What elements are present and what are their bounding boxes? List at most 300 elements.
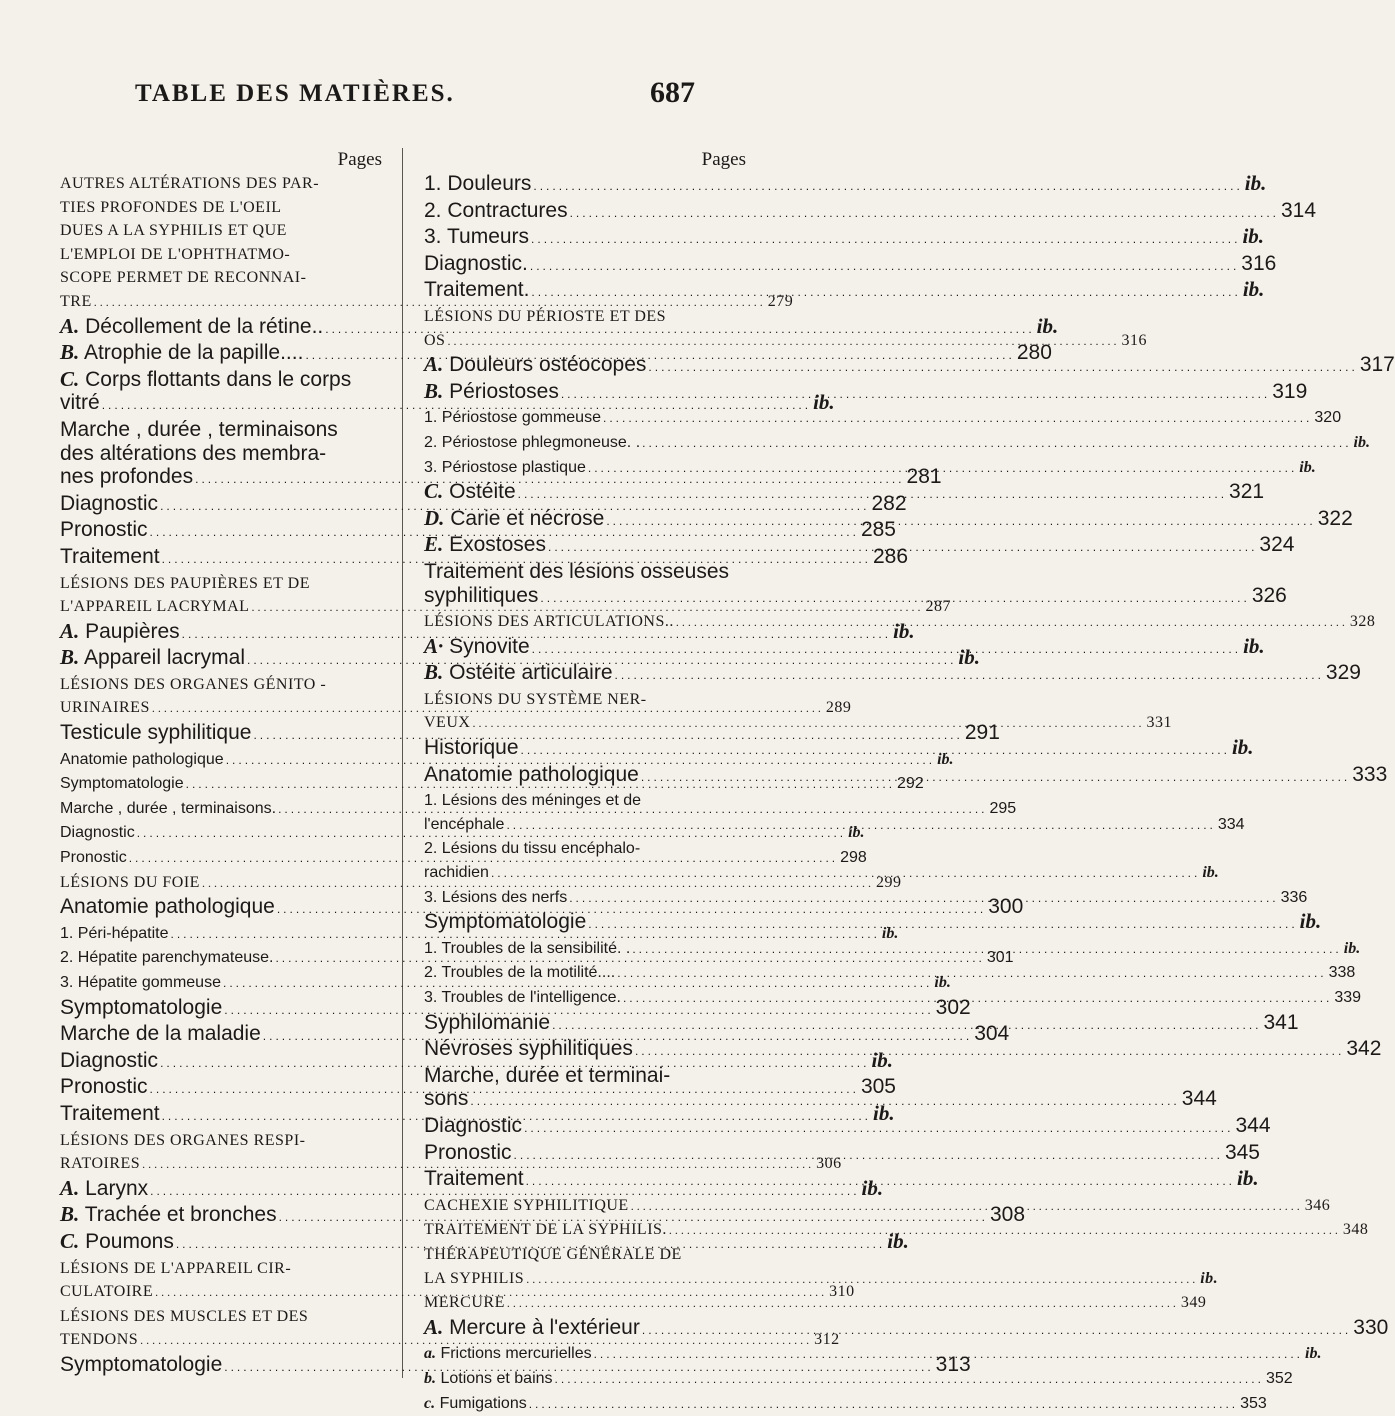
toc-entry bbox=[424, 1064, 746, 1114]
dot-leader bbox=[648, 356, 1357, 380]
toc-entry bbox=[424, 1141, 746, 1168]
entry-label: syphilitiques bbox=[424, 584, 538, 607]
toc-entry bbox=[60, 545, 382, 572]
entry-text-line: TIES PROFONDES DE L'OEIL bbox=[60, 199, 282, 216]
dot-leader bbox=[623, 987, 1332, 1011]
entry-page-number: 313 bbox=[936, 1353, 971, 1377]
entry-page-number: 328 bbox=[1350, 610, 1376, 634]
entry-text-line: THÉRAPEUTIQUE GÉNÉRALE DE bbox=[424, 1246, 682, 1263]
entry-label: Traitement bbox=[60, 545, 160, 568]
entry-page-number: 317 bbox=[1360, 353, 1395, 377]
toc-entry bbox=[60, 821, 382, 846]
entry-page-number: 305 bbox=[861, 1075, 896, 1099]
entry-label: Ostéite bbox=[449, 480, 516, 503]
page-number: 687 bbox=[650, 76, 695, 110]
dot-leader bbox=[506, 814, 1215, 838]
dot-leader bbox=[526, 1170, 1235, 1194]
toc-entry bbox=[424, 763, 746, 790]
entry-prefix: C. bbox=[60, 367, 79, 391]
entry-page-number: 331 bbox=[1146, 711, 1172, 735]
entry-page-number: 291 bbox=[965, 721, 1000, 745]
entry-label: Trachée et bronches bbox=[85, 1203, 277, 1226]
toc-entry bbox=[424, 937, 746, 962]
entry-prefix: C. bbox=[60, 1229, 79, 1253]
entry-label: 3. Lésions des nerfs bbox=[424, 889, 567, 906]
toc-entry bbox=[424, 406, 746, 431]
entry-label: Symptomatologie bbox=[60, 775, 184, 792]
dot-leader bbox=[526, 1268, 1198, 1292]
toc-entry bbox=[424, 688, 746, 736]
entry-page-number: ib. bbox=[1245, 172, 1267, 196]
entry-label: Lotions et bains bbox=[440, 1370, 552, 1387]
entry-page-number: 336 bbox=[1281, 886, 1308, 910]
entry-label: Pronostic bbox=[60, 849, 127, 866]
entry-page-number: 301 bbox=[987, 946, 1014, 970]
entry-page-number: 282 bbox=[871, 492, 906, 516]
dot-leader bbox=[635, 1040, 1344, 1064]
entry-page-number: ib. bbox=[871, 1049, 893, 1073]
dot-leader bbox=[531, 228, 1240, 252]
dot-leader bbox=[632, 938, 1341, 962]
entry-label: Anatomie pathologique bbox=[60, 895, 275, 918]
dot-leader bbox=[521, 739, 1230, 763]
entry-page-number: ib. bbox=[848, 821, 864, 845]
entry-page-number: 344 bbox=[1182, 1087, 1217, 1111]
entry-label: Diagnostic bbox=[60, 824, 135, 841]
entry-prefix: D. bbox=[424, 506, 444, 530]
entry-label: Diagnostic bbox=[60, 492, 158, 515]
entry-text-line: LÉSIONS DES ORGANES RESPI- bbox=[60, 1132, 305, 1149]
dot-leader bbox=[570, 202, 1279, 226]
entry-page-number: 349 bbox=[1181, 1291, 1207, 1315]
entry-page-number: ib. bbox=[882, 922, 898, 946]
entry-text-line: LÉSIONS DU PÉRIOSTE ET DES bbox=[424, 308, 666, 325]
entry-page-number: ib. bbox=[1354, 431, 1370, 455]
entry-label: Frictions mercurielles bbox=[440, 1345, 591, 1362]
entry-label: rachidien bbox=[424, 864, 489, 881]
toc-entry bbox=[60, 871, 382, 896]
entry-label: Anatomie pathologique bbox=[60, 751, 224, 768]
toc-entry bbox=[60, 797, 382, 822]
entry-page-number: 346 bbox=[1305, 1194, 1331, 1218]
entry-page-number: 304 bbox=[974, 1022, 1009, 1046]
dot-leader bbox=[507, 1292, 1179, 1316]
toc-entry bbox=[424, 1037, 746, 1064]
toc-entry bbox=[60, 895, 382, 922]
toc-entry bbox=[60, 1049, 382, 1076]
toc-entry bbox=[424, 910, 746, 937]
entry-label: TENDONS bbox=[60, 1331, 138, 1348]
toc-entry bbox=[60, 172, 382, 315]
entry-label: TRAITEMENT DE LA SYPHILIS. bbox=[424, 1221, 667, 1238]
toc-entry bbox=[60, 1230, 382, 1257]
entry-page-number: 299 bbox=[876, 871, 902, 895]
toc-entry bbox=[424, 789, 746, 837]
dot-leader bbox=[470, 1090, 1179, 1114]
entry-page-number: ib. bbox=[862, 1177, 884, 1201]
entry-label: Traitement bbox=[424, 1167, 524, 1190]
entry-label: Pronostic bbox=[60, 518, 148, 541]
toc-entry bbox=[424, 380, 746, 407]
toc-entry bbox=[424, 1011, 746, 1038]
toc-entry bbox=[60, 1353, 382, 1380]
entry-prefix: B. bbox=[424, 660, 443, 684]
entry-label: VEUX bbox=[424, 714, 470, 731]
entry-prefix: A. bbox=[60, 1176, 79, 1200]
entry-text-line: Marche, durée et terminai- bbox=[424, 1064, 670, 1087]
toc-entry bbox=[60, 846, 382, 871]
entry-text-line: LÉSIONS DE L'APPAREIL CIR- bbox=[60, 1260, 291, 1277]
dot-leader bbox=[447, 330, 1119, 354]
dot-leader bbox=[676, 611, 1348, 635]
entry-prefix: B. bbox=[424, 379, 443, 403]
toc-entry bbox=[424, 1367, 746, 1392]
dot-leader bbox=[533, 175, 1242, 199]
toc-entry bbox=[424, 986, 746, 1011]
dot-leader bbox=[669, 1219, 1341, 1243]
dot-leader bbox=[514, 1144, 1223, 1168]
entry-label: Symptomatologie bbox=[60, 996, 222, 1019]
entry-page-number: 321 bbox=[1229, 480, 1264, 504]
entry-page-number: ib. bbox=[1232, 736, 1254, 760]
entry-text-line: AUTRES ALTÉRATIONS DES PAR- bbox=[60, 175, 319, 192]
entry-page-number: ib. bbox=[813, 391, 835, 415]
entry-label: Pronostic bbox=[60, 1075, 148, 1098]
toc-entry bbox=[60, 772, 382, 797]
entry-label: Diagnostic bbox=[424, 1114, 522, 1137]
dot-leader bbox=[631, 1195, 1303, 1219]
entry-label: 3. Périostose plastique bbox=[424, 459, 586, 476]
entry-label: Syphilomanie bbox=[424, 1011, 550, 1034]
entry-page-number: ib. bbox=[1037, 315, 1059, 339]
toc-entry bbox=[60, 646, 382, 673]
toc-entry bbox=[424, 480, 746, 507]
dot-leader bbox=[606, 510, 1315, 534]
entry-prefix: B. bbox=[60, 645, 79, 669]
entry-page-number: 302 bbox=[936, 996, 971, 1020]
entry-label: 2. Hépatite parenchymateuse. bbox=[60, 949, 273, 966]
entry-label: Mercure à l'extérieur bbox=[449, 1316, 640, 1339]
entry-label: Paupières bbox=[85, 620, 180, 643]
dot-leader bbox=[548, 536, 1257, 560]
toc-entry bbox=[424, 1114, 746, 1141]
entry-page-number: 314 bbox=[1281, 199, 1316, 223]
dot-leader bbox=[641, 766, 1350, 790]
toc-entry bbox=[424, 1218, 746, 1243]
entry-text-line: SCOPE PERMET DE RECONNAI- bbox=[60, 269, 306, 286]
entry-page-number: 344 bbox=[1235, 1114, 1270, 1138]
entry-label: L'APPAREIL LACRYMAL bbox=[60, 598, 249, 615]
toc-entry bbox=[424, 533, 746, 560]
toc-entry bbox=[424, 661, 746, 688]
entry-page-number: 334 bbox=[1218, 813, 1245, 837]
entry-page-number: 326 bbox=[1252, 584, 1287, 608]
dot-leader bbox=[588, 913, 1297, 937]
entry-label: CACHEXIE SYPHILITIQUE bbox=[424, 1197, 629, 1214]
entry-page-number: 289 bbox=[826, 696, 852, 720]
entry-page-number: 324 bbox=[1259, 533, 1294, 557]
entry-page-number: 348 bbox=[1343, 1218, 1369, 1242]
entry-prefix: A. bbox=[424, 352, 443, 376]
dot-leader bbox=[594, 1343, 1303, 1367]
toc-entry bbox=[424, 252, 746, 279]
entry-label: Traitement bbox=[60, 1102, 160, 1125]
running-title: TABLE DES MATIÈRES. bbox=[135, 80, 455, 108]
dot-leader bbox=[491, 862, 1200, 886]
entry-page-number: 310 bbox=[829, 1280, 855, 1304]
entry-page-number: 316 bbox=[1241, 252, 1276, 276]
entry-text-line: LÉSIONS DES PAUPIÈRES ET DE bbox=[60, 575, 310, 592]
toc-entry bbox=[424, 961, 746, 986]
entry-label: Marche , durée , terminaisons. bbox=[60, 800, 276, 817]
entry-label: TRE bbox=[60, 293, 92, 310]
toc-entry bbox=[424, 353, 746, 380]
entry-text-line: 2. Lésions du tissu encéphalo- bbox=[424, 840, 640, 857]
entry-label: Appareil lacrymal bbox=[84, 646, 245, 669]
entry-page-number: 316 bbox=[1121, 329, 1147, 353]
entry-prefix: C. bbox=[424, 479, 443, 503]
entry-label: 1. Troubles de la sensibilité. . bbox=[424, 940, 630, 957]
entry-text-line: Corps flottants dans le corps bbox=[85, 368, 351, 391]
toc-entry bbox=[424, 1167, 746, 1194]
entry-label: 2. Troubles de la motilité.... bbox=[424, 964, 615, 981]
entry-page-number: 292 bbox=[897, 772, 924, 796]
entry-page-number: ib. bbox=[1299, 456, 1315, 480]
toc-entry bbox=[424, 431, 746, 456]
entry-page-number: ib. bbox=[958, 646, 980, 670]
toc-entry bbox=[60, 971, 382, 996]
toc-entry bbox=[60, 996, 382, 1023]
entry-prefix: A· bbox=[424, 634, 443, 658]
dot-leader bbox=[540, 587, 1249, 611]
dot-leader bbox=[552, 1014, 1261, 1038]
entry-page-number: 295 bbox=[990, 797, 1017, 821]
entry-prefix: A. bbox=[424, 1315, 443, 1339]
toc-entry bbox=[424, 305, 746, 353]
entry-page-number: 341 bbox=[1263, 1011, 1298, 1035]
toc-entry bbox=[60, 572, 382, 620]
entry-page-number: 306 bbox=[816, 1152, 842, 1176]
entry-label: Décollement de la rétine.. bbox=[85, 315, 323, 338]
entry-label: Anatomie pathologique bbox=[424, 763, 639, 786]
toc-entry bbox=[424, 837, 746, 885]
toc-entry bbox=[424, 507, 746, 534]
entry-page-number: ib. bbox=[1344, 937, 1360, 961]
entry-text-line: DUES A LA SYPHILIS ET QUE bbox=[60, 222, 287, 239]
toc-column-right bbox=[424, 148, 746, 1416]
entry-page-number: 333 bbox=[1352, 763, 1387, 787]
toc-entry bbox=[424, 560, 746, 610]
entry-page-number: 339 bbox=[1334, 986, 1361, 1010]
entry-label: Diagnostic bbox=[60, 1049, 158, 1072]
dot-leader bbox=[588, 457, 1297, 481]
entry-prefix: A. bbox=[60, 619, 79, 643]
toc-entry bbox=[60, 315, 382, 342]
entry-label: 3. Hépatite gommeuse bbox=[60, 974, 221, 991]
entry-label: l'encéphale bbox=[424, 816, 504, 833]
entry-label: Symptomatologie bbox=[60, 1353, 222, 1376]
dot-leader bbox=[531, 281, 1240, 305]
toc-column-left bbox=[60, 148, 382, 1380]
toc-entry bbox=[60, 620, 382, 647]
entry-label: Testicule syphilitique bbox=[60, 721, 251, 744]
toc-entry bbox=[60, 721, 382, 748]
toc-entry bbox=[424, 1392, 746, 1416]
entry-page-number: ib. bbox=[937, 748, 953, 772]
dot-leader bbox=[532, 638, 1241, 662]
entry-page-number: 320 bbox=[1314, 406, 1341, 430]
dot-leader bbox=[529, 1393, 1238, 1416]
entry-label: Ostéite articulaire bbox=[449, 661, 612, 684]
entry-label: Synovite bbox=[449, 635, 530, 658]
toc-entry bbox=[424, 278, 746, 305]
toc-entry bbox=[60, 1075, 382, 1102]
entry-label: Larynx bbox=[85, 1177, 148, 1200]
dot-leader bbox=[603, 407, 1312, 431]
page-header bbox=[0, 80, 800, 130]
entry-label: Douleurs ostéocopes bbox=[449, 353, 646, 376]
toc-entry bbox=[60, 1203, 382, 1230]
toc-entry bbox=[424, 1342, 746, 1367]
entry-label: 1. Périostose gommeuse bbox=[424, 409, 601, 426]
entry-label: OS bbox=[424, 332, 445, 349]
toc-entry bbox=[424, 1316, 746, 1343]
toc-entry bbox=[424, 199, 746, 226]
dot-leader bbox=[615, 664, 1324, 688]
entry-label: 1. Péri-hépatite bbox=[60, 925, 169, 942]
dot-leader bbox=[530, 255, 1239, 279]
entry-page-number: 285 bbox=[861, 518, 896, 542]
toc-entry bbox=[60, 673, 382, 721]
entry-label: CULATOIRE bbox=[60, 1283, 153, 1300]
entry-text-line: LÉSIONS DU SYSTÈME NER- bbox=[424, 691, 647, 708]
toc-entry bbox=[60, 341, 382, 368]
entry-label: Névroses syphilitiques bbox=[424, 1037, 633, 1060]
entry-page-number: 287 bbox=[925, 595, 951, 619]
entry-page-number: 329 bbox=[1326, 661, 1361, 685]
entry-text-line: LÉSIONS DES ORGANES GÉNITO - bbox=[60, 676, 326, 693]
toc-entry bbox=[424, 1243, 746, 1291]
entry-label: Traitement. bbox=[424, 278, 529, 301]
entry-label: Symptomatologie bbox=[424, 910, 586, 933]
entry-page-number: ib. bbox=[1243, 635, 1265, 659]
toc-entry bbox=[60, 1305, 382, 1353]
entry-label: 3. Tumeurs bbox=[424, 225, 529, 248]
toc-entry bbox=[424, 172, 746, 199]
dot-leader bbox=[617, 962, 1326, 986]
entry-label: vitré bbox=[60, 391, 100, 414]
entry-text-line: des altérations des membra- bbox=[60, 442, 326, 465]
entry-label: sons bbox=[424, 1087, 468, 1110]
entry-text-line: L'EMPLOI DE L'OPHTHATMO- bbox=[60, 246, 290, 263]
entry-prefix: c. bbox=[424, 1395, 435, 1412]
entry-label: URINAIRES bbox=[60, 699, 150, 716]
entry-label: Diagnostic. bbox=[424, 252, 528, 275]
entry-page-number: ib. bbox=[1242, 225, 1264, 249]
entry-text-line: 1. Lésions des méninges et de bbox=[424, 792, 641, 809]
entry-label: LÉSIONS DES ARTICULATIONS.. bbox=[424, 613, 674, 630]
entry-text-line: Traitement des lésions osseuses bbox=[424, 560, 729, 583]
entry-page-number: 286 bbox=[873, 545, 908, 569]
toc-entry bbox=[424, 736, 746, 763]
entry-text-line: LÉSIONS DES MUSCLES ET DES bbox=[60, 1308, 308, 1325]
toc-entry bbox=[424, 886, 746, 911]
entry-label: 2. Périostose phlegmoneuse. . bbox=[424, 434, 640, 451]
entry-prefix: A. bbox=[60, 314, 79, 338]
entry-label: 1. Douleurs bbox=[424, 172, 531, 195]
entry-prefix: a. bbox=[424, 1345, 436, 1362]
entry-label: Fumigations bbox=[440, 1395, 527, 1412]
entry-page-number: 312 bbox=[814, 1328, 840, 1352]
entry-label: Carie et nécrose bbox=[450, 507, 604, 530]
toc-entry bbox=[60, 1102, 382, 1129]
toc-entry bbox=[60, 1129, 382, 1177]
entry-page-number: 330 bbox=[1353, 1316, 1388, 1340]
toc-entry bbox=[60, 1257, 382, 1305]
toc-entry bbox=[424, 635, 746, 662]
entry-label: Périostoses bbox=[449, 380, 559, 403]
toc-entry bbox=[60, 368, 382, 418]
entry-page-number: ib. bbox=[1237, 1167, 1259, 1191]
entry-page-number: ib. bbox=[873, 1102, 895, 1126]
toc-entry bbox=[424, 1194, 746, 1219]
dot-leader bbox=[555, 1368, 1264, 1392]
entry-page-number: ib. bbox=[1243, 278, 1265, 302]
entry-label: RATOIRES bbox=[60, 1155, 140, 1172]
entry-prefix: B. bbox=[60, 340, 79, 364]
dot-leader bbox=[561, 383, 1270, 407]
entry-page-number: 345 bbox=[1225, 1141, 1260, 1165]
entry-label: MERCURE bbox=[424, 1294, 505, 1311]
entry-page-number: 300 bbox=[988, 895, 1023, 919]
dot-leader bbox=[569, 887, 1278, 911]
entry-label: Marche de la maladie bbox=[60, 1022, 261, 1045]
entry-page-number: ib. bbox=[1200, 1267, 1218, 1291]
toc-entry bbox=[424, 456, 746, 481]
pages-column-heading: Pages bbox=[60, 148, 382, 172]
entry-label: 3. Troubles de l'intelligence. bbox=[424, 989, 621, 1006]
entry-page-number: 280 bbox=[1017, 341, 1052, 365]
entry-label: Historique bbox=[424, 736, 519, 759]
dot-leader bbox=[472, 712, 1144, 736]
entry-label: Atrophie de la papille.... bbox=[84, 341, 303, 364]
entry-text-line: Marche , durée , terminaisons bbox=[60, 418, 338, 441]
entry-page-number: ib. bbox=[1300, 910, 1322, 934]
entry-label: Exostoses bbox=[449, 533, 546, 556]
entry-label: 2. Contractures bbox=[424, 199, 568, 222]
entry-label: Pronostic bbox=[424, 1141, 512, 1164]
toc-entry bbox=[60, 946, 382, 971]
toc-entry bbox=[60, 748, 382, 773]
entry-page-number: 281 bbox=[907, 465, 942, 489]
entry-prefix: E. bbox=[424, 532, 443, 556]
toc-entry bbox=[424, 225, 746, 252]
dot-leader bbox=[524, 1117, 1233, 1141]
toc-entry bbox=[60, 492, 382, 519]
pages-column-heading: Pages bbox=[424, 148, 746, 172]
entry-page-number: ib. bbox=[887, 1230, 909, 1254]
entry-prefix: b. bbox=[424, 1370, 436, 1387]
toc-entry bbox=[424, 1291, 746, 1316]
toc-entry bbox=[60, 922, 382, 947]
toc-entry bbox=[60, 1022, 382, 1049]
entry-page-number: 308 bbox=[990, 1203, 1025, 1227]
entry-label: nes profondes bbox=[60, 465, 193, 488]
entry-page-number: 338 bbox=[1329, 961, 1356, 985]
entry-page-number: ib. bbox=[1202, 861, 1218, 885]
dot-leader bbox=[642, 1319, 1351, 1343]
entry-label: LA SYPHILIS bbox=[424, 1270, 524, 1287]
